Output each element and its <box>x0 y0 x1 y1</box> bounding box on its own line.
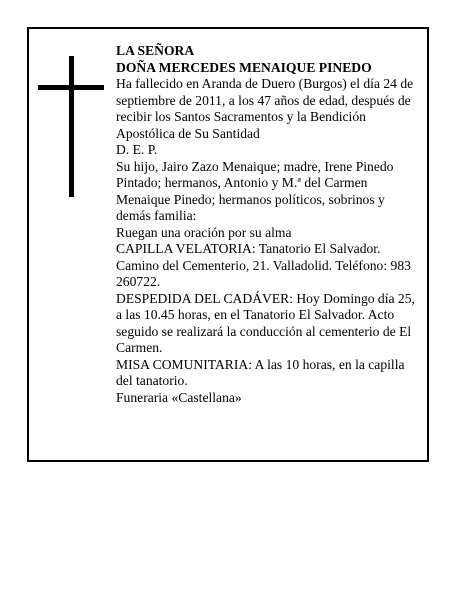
notice-title: LA SEÑORA <box>116 43 195 58</box>
dep-text: D. E. P. <box>116 142 158 157</box>
mass-info: MISA COMUNITARIA: A las 10 horas, en la capilla del tanatorio. <box>116 356 405 388</box>
cross-vertical-bar <box>69 56 74 197</box>
cross-horizontal-bar <box>38 85 104 90</box>
notice-text <box>116 43 420 406</box>
chapel-info: CAPILLA VELATORIA: Tanatorio El Salvador. Camino del Cementerio, 21. Valladolid. Teléfono: 983 260722. <box>116 241 411 289</box>
funeral-home: Funeraria «Castellana» <box>116 389 242 405</box>
farewell-info: DESPEDIDA DEL CADÁVER: Hoy Domingo día 25, a las 10.45 horas, en el Tanatorio El Salvador. Acto seguido se realizará la conducción al cementerio de El Carmen. <box>116 290 415 355</box>
death-announcement: Ha fallecido en Aranda de Duero (Burgos) el día 24 de septiembre de 2011, a los 47 años de edad, después de recibir los Santos Sacramentos y la Bendición Apostólica de Su Santidad <box>116 76 414 141</box>
deceased-name: DOÑA MERCEDES MENAIQUE PINEDO <box>116 59 372 75</box>
family-list: Su hijo, Jairo Zazo Menaique; madre, Irene Pinedo Pintado; hermanos, Antonio y M.ª del Carmen Menaique Pinedo; hermanos políticos, sobrinos y demás familia: <box>116 158 394 223</box>
prayer-request: Ruegan una oración por su alma <box>116 224 292 240</box>
obituary-notice <box>27 27 429 462</box>
